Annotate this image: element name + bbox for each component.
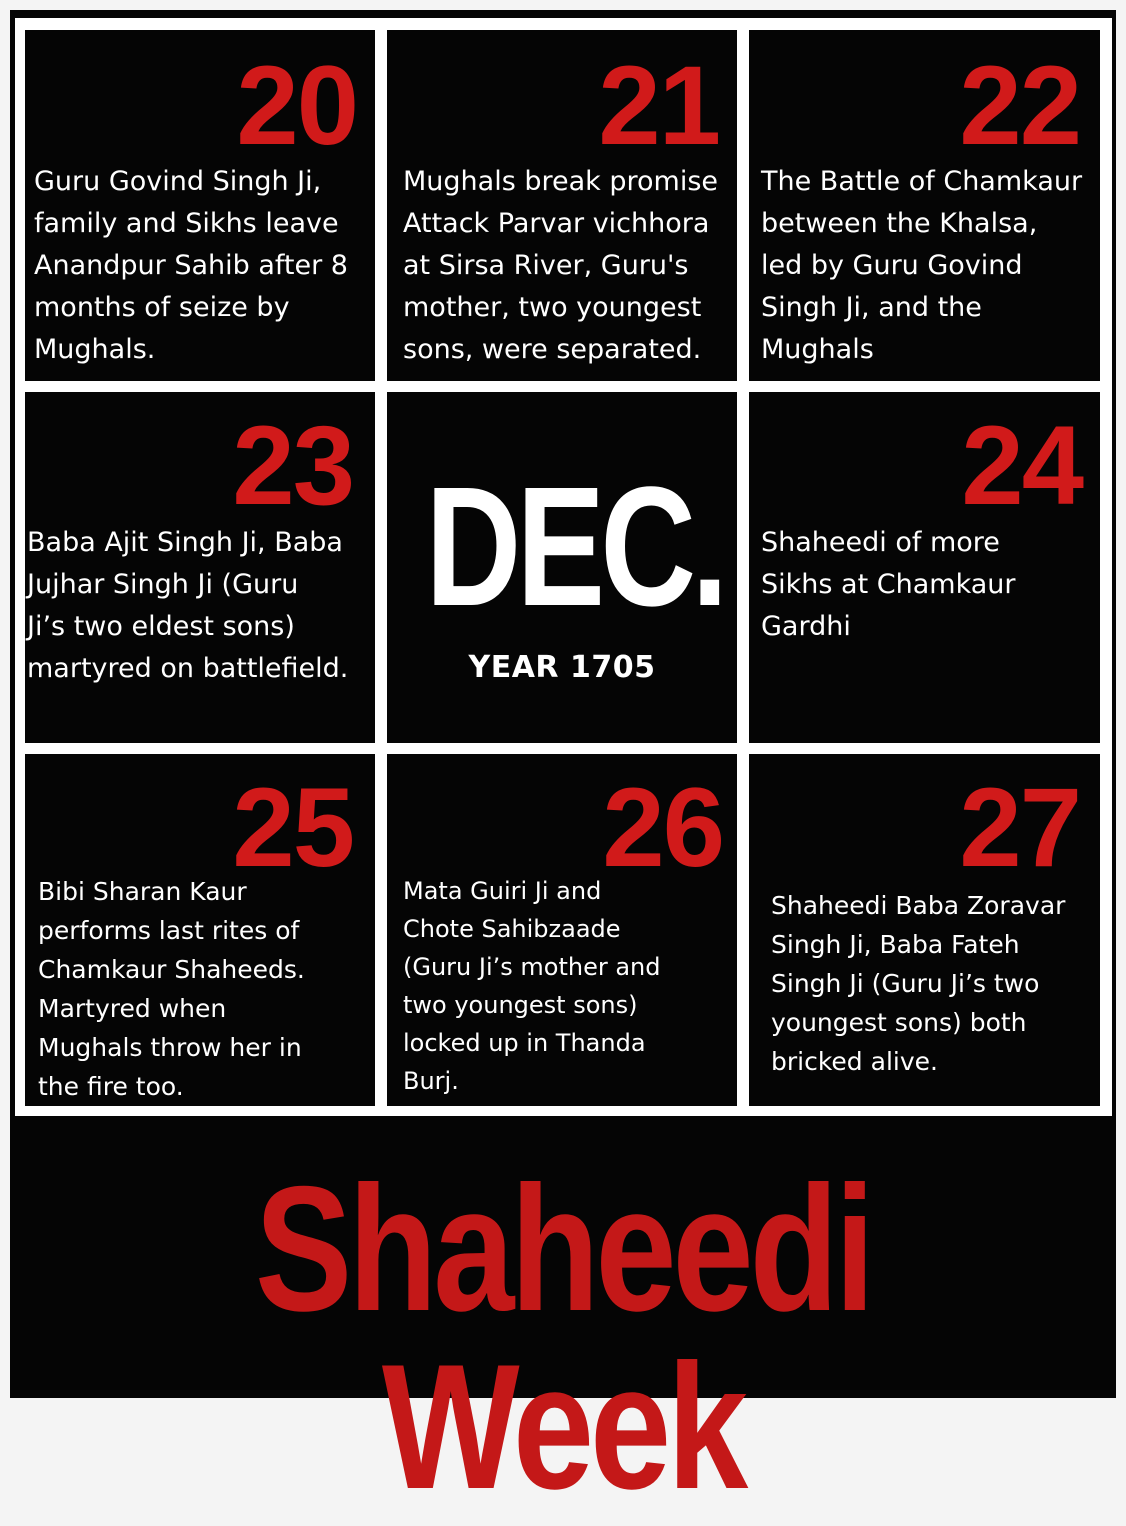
day-description: Mata Guiri Ji and Chote Sahibzaade (Guru Ji’s mother and two youngest sons) locked up in Thanda Burj. — [403, 877, 661, 1095]
month-cell — [387, 392, 737, 743]
day-number: 23 — [232, 403, 353, 528]
day-description: Shaheedi Baba Zoravar Singh Ji, Baba Fateh Singh Ji (Guru Ji’s two youngest sons) both bricked alive. — [771, 891, 1066, 1076]
day-cell-26 — [387, 754, 737, 1106]
day-cell-22 — [749, 30, 1100, 381]
day-number: 24 — [961, 403, 1082, 528]
month-label: DEC. — [425, 452, 724, 642]
year-label: YEAR 1705 — [468, 650, 656, 685]
day-description: Baba Ajit Singh Ji, Baba Jujhar Singh Ji (Guru Ji’s two eldest sons) martyred on battlefield. — [27, 527, 349, 684]
calendar-grid — [15, 18, 1112, 1116]
day-description: Mughals break promise Attack Parvar vichhora at Sirsa River, Guru's mother, two youngest sons, were separated. — [403, 166, 719, 365]
day-number: 25 — [232, 765, 353, 890]
day-cell-25 — [25, 754, 375, 1106]
day-cell-23 — [25, 392, 375, 743]
day-cell-21 — [387, 30, 737, 381]
day-number: 22 — [959, 43, 1080, 168]
day-cell-20 — [25, 30, 375, 381]
day-description: Bibi Sharan Kaur performs last rites of Chamkaur Shaheeds. Martyred when Mughals throw her in the fire too. — [38, 877, 305, 1101]
day-number: 20 — [236, 43, 357, 168]
day-cell-24 — [749, 392, 1100, 743]
day-description: Guru Govind Singh Ji, family and Sikhs leave Anandpur Sahib after 8 months of seize by Mughals. — [34, 166, 348, 365]
day-number: 26 — [602, 765, 723, 890]
day-description: The Battle of Chamkaur between the Khalsa, led by Guru Govind Singh Ji, and the Mughals — [761, 166, 1083, 365]
banner-title: Shaheedi Week — [254, 1149, 872, 1526]
day-cell-27 — [749, 754, 1100, 1106]
day-number: 27 — [959, 765, 1080, 890]
day-number: 21 — [598, 43, 719, 168]
day-description: Shaheedi of more Sikhs at Chamkaur Gardhi — [761, 527, 1016, 642]
